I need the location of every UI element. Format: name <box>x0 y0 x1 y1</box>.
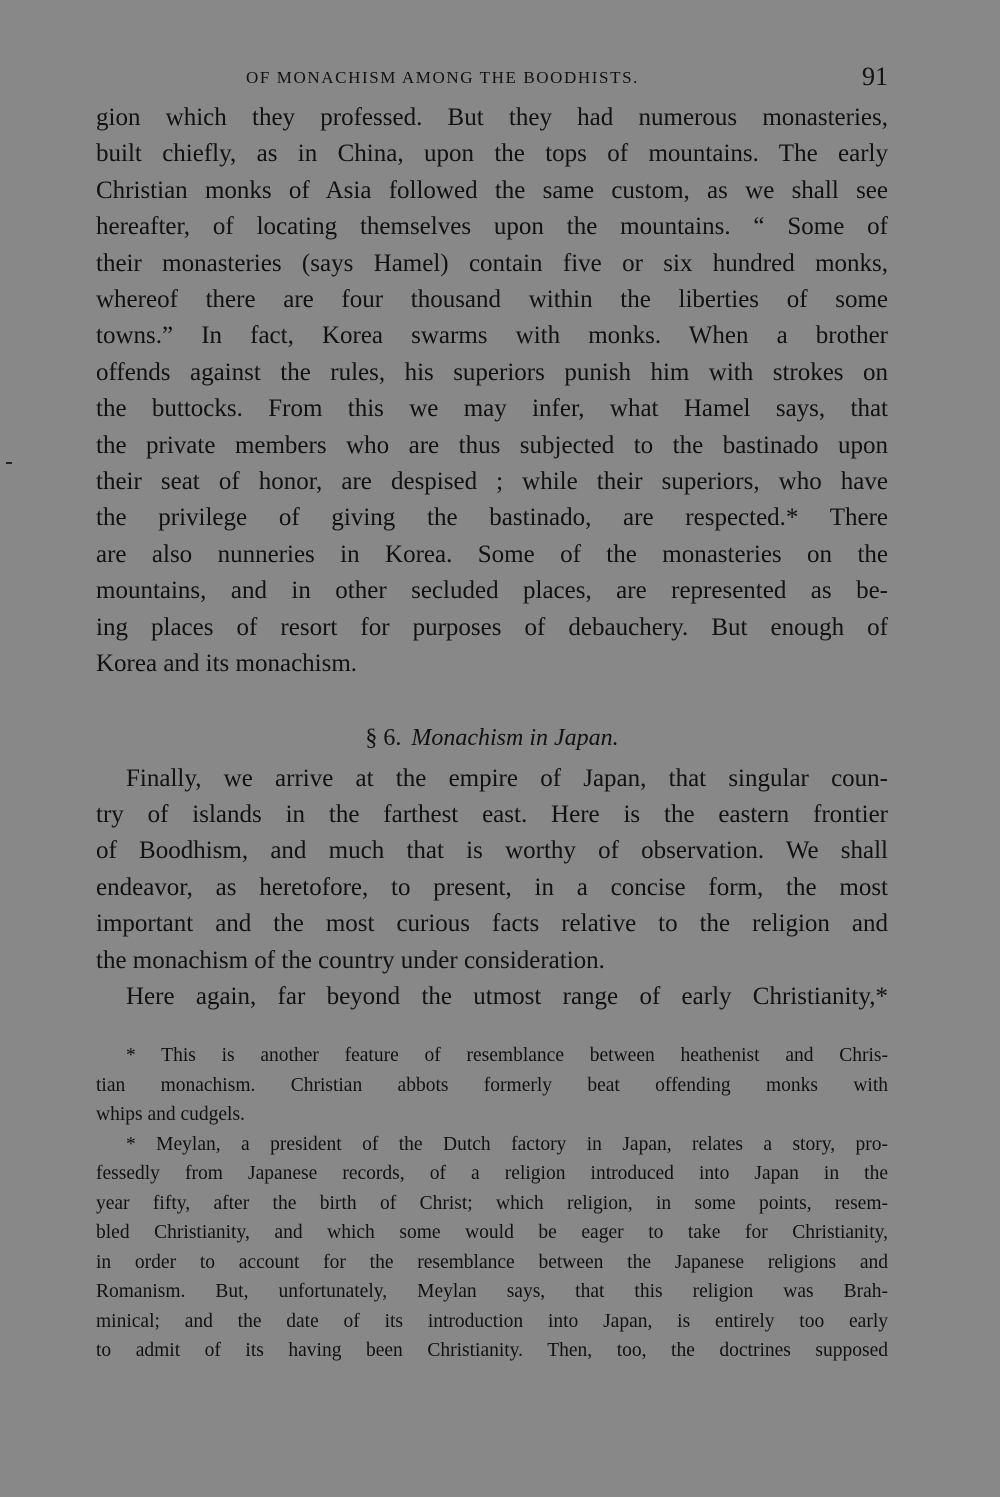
paragraph-here-again <box>96 979 888 1015</box>
text-line: their seat of honor, are despised ; while their superiors, who have <box>96 468 888 496</box>
footnote-line: whips and cudgels. <box>96 1104 245 1126</box>
paragraph-japan <box>96 761 888 979</box>
footnote-line: tian monachism. Christian abbots formerly beat offending monks with <box>96 1074 888 1096</box>
footnote-1 <box>96 1041 888 1130</box>
text-line: whereof there are four thousand within the liberties of some <box>96 286 888 314</box>
text-line: Christian monks of Asia followed the same custom, as we shall see <box>96 176 888 204</box>
text-line: important and the most curious facts relative to the religion and <box>96 910 888 938</box>
text-line: the privilege of giving the bastinado, are respected.* There <box>96 504 888 532</box>
page <box>96 60 888 1366</box>
text-line: their monasteries (says Hamel) contain five or six hundred monks, <box>96 249 888 277</box>
page-number: 91 <box>862 62 888 91</box>
text-line: Korea and its monachism. <box>96 650 358 678</box>
text-line: offends against the rules, his superiors punish him with strokes on <box>96 358 888 386</box>
footnotes <box>96 1041 888 1366</box>
footnote-line: fessedly from Japanese records, of a religion introduced into Japan in the <box>96 1163 888 1185</box>
footnote-line: in order to account for the resemblance between the Japanese religions and <box>96 1251 888 1273</box>
footnote-2 <box>96 1130 888 1366</box>
text-line: the private members who are thus subjected to the bastinado upon <box>96 431 888 459</box>
text-line: of Boodhism, and much that is worthy of observation. We shall <box>96 837 888 865</box>
running-title: OF MONACHISM AMONG THE BOODHISTS. <box>246 68 639 87</box>
section-title: Monachism in Japan. <box>411 724 619 751</box>
running-head <box>96 60 888 100</box>
body-text <box>96 100 888 1015</box>
footnote-line: to admit of its having been Christianity. Then, too, the doctrines supposed <box>96 1340 888 1362</box>
footnote-line: * This is another feature of resemblance between heathenist and Chris- <box>126 1045 888 1067</box>
text-line: built chiefly, as in China, upon the tops of mountains. The early <box>96 140 888 168</box>
text-line: gion which they professed. But they had numerous monasteries, <box>96 104 888 131</box>
text-line: are also nunneries in Korea. Some of the monasteries on the <box>96 540 888 568</box>
footnote-line: * Meylan, a president of the Dutch factory in Japan, relates a story, pro- <box>126 1133 888 1155</box>
text-line: Finally, we arrive at the empire of Japan, that singular coun- <box>126 764 888 792</box>
section-heading <box>96 719 888 757</box>
text-line: the buttocks. From this we may infer, what Hamel says, that <box>96 395 888 423</box>
text-line: ing places of resort for purposes of debauchery. But enough of <box>96 613 888 641</box>
footnote-line: Romanism. But, unfortunately, Meylan says, that this religion was Brah- <box>96 1281 888 1303</box>
text-line: hereafter, of locating themselves upon the mountains. “ Some of <box>96 213 888 241</box>
text-line: Here again, far beyond the utmost range of early Christianity,* <box>126 982 888 1010</box>
text-line: try of islands in the farthest east. Here is the eastern frontier <box>96 800 888 828</box>
text-line: towns.” In fact, Korea swarms with monks. When a brother <box>96 322 888 350</box>
margin-mark <box>6 462 12 464</box>
text-line: endeavor, as heretofore, to present, in a concise form, the most <box>96 873 888 901</box>
text-line: mountains, and in other secluded places, are represented as be- <box>96 577 888 605</box>
text-line: the monachism of the country under consideration. <box>96 946 605 974</box>
footnote-line: bled Christianity, and which some would be eager to take for Christianity, <box>96 1222 888 1244</box>
section-number: § 6. <box>365 724 402 751</box>
footnote-line: minical; and the date of its introduction into Japan, is entirely too early <box>96 1310 888 1332</box>
footnote-line: year fifty, after the birth of Christ; which religion, in some points, resem- <box>96 1192 888 1214</box>
paragraph-korea <box>96 100 888 683</box>
